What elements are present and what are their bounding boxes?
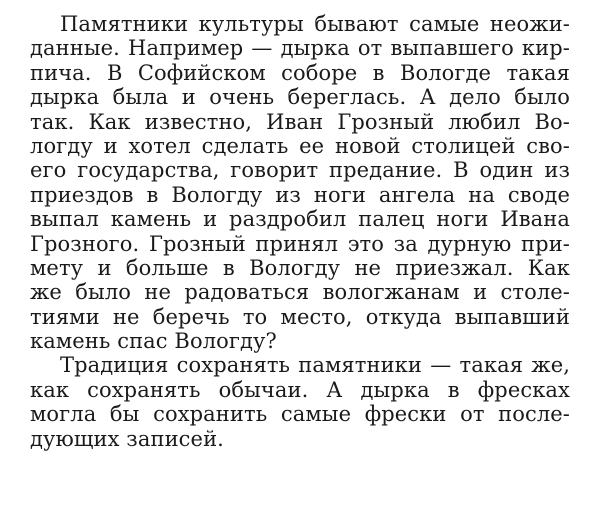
paragraph-line: приездов в Вологду из ноги ангела на своде [30,182,570,207]
paragraph-line: так. Как известно, Иван Грозный любил Во- [30,109,570,134]
paragraph-line: как сохранять обычаи. А дырка в фресках [30,377,570,402]
paragraph-line: дырка была и очень береглась. А дело было [30,85,570,110]
paragraph-line: могла бы сохранить самые фрески от после- [30,402,570,427]
paragraph-line: дующих записей. [30,426,224,451]
paragraph-2 [30,353,570,451]
paragraph-line: его государства, говорит предание. В один из [30,158,570,183]
paragraph-line: камень спас Вологду? [30,329,277,354]
paragraph-line: Памятники культуры бывают самые неожи- [60,12,570,36]
text-column [30,12,570,451]
paragraph-line: тиями не беречь то место, откуда выпавший [30,304,570,329]
paragraph-line: же было не радоваться вологжанам и столе- [30,280,570,305]
paragraph-line: логду и хотел сделать ее новой столицей сво- [30,133,570,158]
paragraph-line: выпал камень и раздробил палец ноги Ивана [30,207,570,232]
paragraph-line: Традиция сохранять памятники — такая же, [60,353,570,378]
paragraph-line: данные. Например — дырка от выпавшего кир- [30,36,570,61]
paragraph-1 [30,12,570,353]
paragraph-line: пича. В Софийском соборе в Вологде такая [30,60,570,85]
paragraph-line: мету и больше в Вологду не приезжал. Как [30,255,570,280]
paragraph-line: Грозного. Грозный принял это за дурную при- [30,231,570,256]
